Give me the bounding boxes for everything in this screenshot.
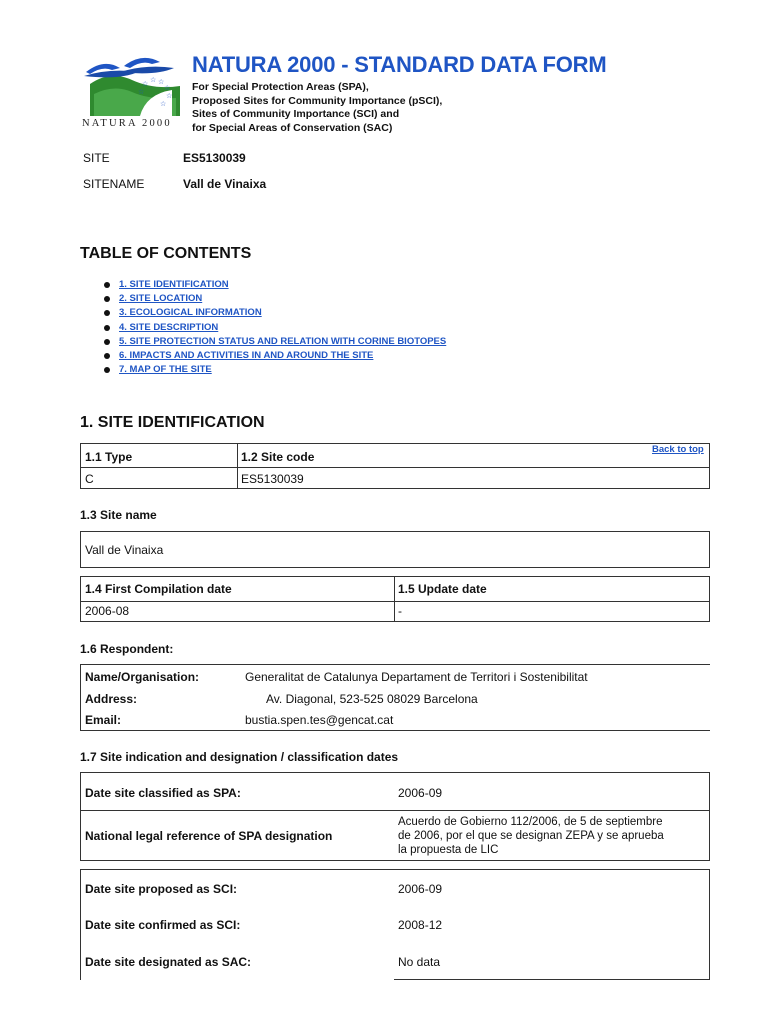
svg-text:☆: ☆ <box>160 101 167 108</box>
toc-item <box>104 279 446 293</box>
organisation-value: Generalitat de Catalunya Departament de Territori i Sostenibilitat <box>245 670 588 684</box>
first-compilation-value: 2006-08 <box>85 604 130 618</box>
legal-reference-line: Acuerdo de Gobierno 112/2006, de 5 de septiembre <box>398 816 663 828</box>
toc-link-impacts-activities[interactable]: 6. IMPACTS AND ACTIVITIES IN AND AROUND THE SITE <box>119 349 374 361</box>
svg-text:☆: ☆ <box>138 89 145 96</box>
natura-logo-icon <box>80 50 184 120</box>
back-to-top-link[interactable]: Back to top <box>652 444 704 455</box>
sac-value: No data <box>398 955 441 969</box>
logo-text: NATURA 2000 <box>82 118 172 129</box>
respondent-heading: 1.6 Respondent: <box>80 642 174 656</box>
toc-link-site-location[interactable]: 2. SITE LOCATION <box>119 293 203 305</box>
toc-link-site-protection[interactable]: 5. SITE PROTECTION STATUS AND RELATION WITH CORINE BIOTOPES <box>119 335 447 347</box>
toc-link-site-description[interactable]: 4. SITE DESCRIPTION <box>119 321 219 333</box>
address-label: Address: <box>85 692 138 706</box>
toc-link-ecological-information[interactable]: 3. ECOLOGICAL INFORMATION <box>119 307 262 319</box>
type-code-table <box>80 443 710 489</box>
first-compilation-label: 1.4 First Compilation date <box>85 582 232 596</box>
subtitle-line: Proposed Sites for Community Importance (pSCI), <box>192 94 443 107</box>
toc-item <box>104 350 446 364</box>
site-code-label: 1.2 Site code <box>241 450 315 464</box>
address-value: Av. Diagonal, 523-525 08029 Barcelona <box>266 692 478 706</box>
toc-link-site-identification[interactable]: 1. SITE IDENTIFICATION <box>119 279 229 290</box>
toc-item <box>104 293 446 307</box>
sitename-value: Vall de Vinaixa <box>183 177 267 191</box>
toc-list <box>104 279 446 378</box>
sitename-label: SITENAME <box>83 177 145 191</box>
svg-text:☆: ☆ <box>166 93 173 100</box>
spa-value: 2006-09 <box>398 786 443 800</box>
type-label: 1.1 Type <box>85 450 133 464</box>
sci-confirmed-value: 2008-12 <box>398 918 443 932</box>
subtitle-line: Sites of Community Importance (SCI) and <box>192 108 400 120</box>
site-name-value: Vall de Vinaixa <box>85 543 164 557</box>
legal-reference-label: National legal reference of SPA designation <box>85 829 333 843</box>
update-date-value: - <box>398 604 402 618</box>
type-value: C <box>85 472 94 486</box>
svg-text:☆: ☆ <box>142 81 149 88</box>
email-label: Email: <box>85 713 122 727</box>
site-value: ES5130039 <box>183 151 246 165</box>
sac-label: Date site designated as SAC: <box>85 955 252 969</box>
sci-proposed-label: Date site proposed as SCI: <box>85 882 238 896</box>
legal-reference-value <box>398 815 664 857</box>
toc-title: TABLE OF CONTENTS <box>80 245 252 262</box>
page-subtitle <box>192 81 442 135</box>
page-title: NATURA 2000 - STANDARD DATA FORM <box>192 52 607 77</box>
toc-item <box>104 307 446 321</box>
site-name-heading: 1.3 Site name <box>80 508 157 522</box>
natura-2000-logo <box>80 50 184 134</box>
toc-link-map-of-site[interactable]: 7. MAP OF THE SITE <box>119 364 212 376</box>
site-name-box <box>80 531 710 568</box>
email-value: bustia.spen.tes@gencat.cat <box>245 713 394 727</box>
site-label: SITE <box>83 151 110 165</box>
spa-label: Date site classified as SPA: <box>85 786 241 800</box>
svg-text:☆: ☆ <box>150 77 157 84</box>
legal-reference-line: la propuesta de LIC <box>398 844 499 856</box>
legal-reference-line: de 2006, por el que se designan ZEPA y se aprueba <box>398 830 664 842</box>
sci-proposed-value: 2006-09 <box>398 882 443 896</box>
section-title-site-identification: 1. SITE IDENTIFICATION <box>80 414 265 431</box>
toc-item <box>104 336 446 350</box>
toc-item <box>104 322 446 336</box>
site-code-value: ES5130039 <box>241 472 304 486</box>
svg-text:☆: ☆ <box>158 79 165 86</box>
sci-confirmed-label: Date site confirmed as SCI: <box>85 918 241 932</box>
organisation-label: Name/Organisation: <box>85 670 200 684</box>
svg-text:☆: ☆ <box>164 85 171 92</box>
update-date-label: 1.5 Update date <box>398 582 487 596</box>
toc-item <box>104 364 446 378</box>
subtitle-line: for Special Areas of Conservation (SAC) <box>192 121 393 134</box>
subtitle-line: For Special Protection Areas (SPA), <box>192 81 369 93</box>
designation-dates-heading: 1.7 Site indication and designation / classification dates <box>80 750 399 764</box>
